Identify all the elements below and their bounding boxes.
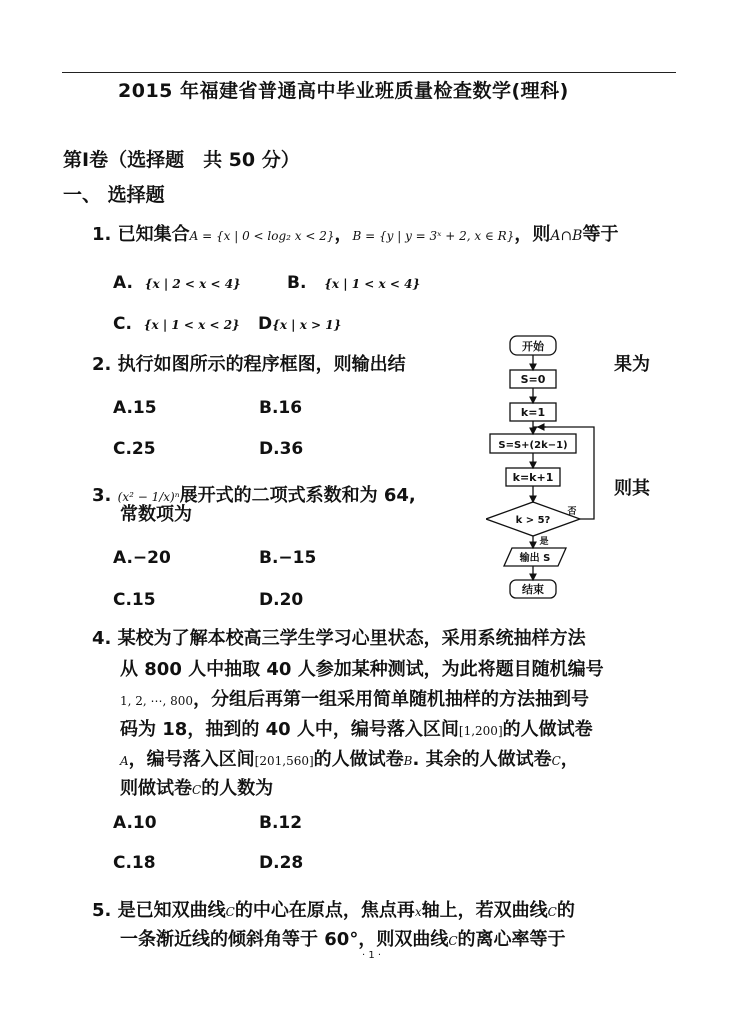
option-value: {x | 2 < x < 4}: [144, 277, 241, 291]
interval-expr: [1,200]: [458, 724, 503, 738]
question-text: ，则: [514, 224, 551, 245]
option-label: D: [258, 314, 273, 334]
numbering-expr: 1, 2, ⋯, 800: [120, 694, 194, 708]
question-text: 的人做试卷: [502, 719, 593, 740]
question-4: [92, 624, 586, 650]
question-text: 的中心在原点，焦点再: [234, 900, 415, 921]
option-value: {x | x > 1}: [272, 318, 342, 332]
question-5-line2: [120, 925, 566, 951]
question-text: ，编号落入区间: [128, 749, 255, 770]
question-text: 的人数为: [201, 778, 274, 799]
section-heading: 一、 选择题: [63, 184, 165, 206]
q3-option-c: C.15: [113, 590, 156, 610]
q1-option-a: [113, 273, 241, 293]
variable: C: [225, 905, 235, 919]
question-number: 4.: [92, 628, 112, 649]
variable: C: [448, 934, 458, 948]
question-number: 5.: [92, 900, 112, 921]
question-2-continued: 果为: [614, 354, 650, 375]
update-s-label: S=S+(2k−1): [498, 440, 568, 451]
question-3-continued: 则其: [614, 478, 650, 499]
set-a-expr: A = {x | 0 < log₂ x < 2}: [189, 229, 335, 243]
q4-option-b: B.12: [259, 813, 303, 833]
question-text: ，: [560, 749, 579, 770]
question-number: 1.: [92, 224, 112, 245]
question-text: 的人做试卷: [313, 749, 404, 770]
intersection-expr: A∩B: [550, 228, 583, 244]
top-rule: [62, 72, 676, 73]
question-text: 码为 18，抽到的 40 人中，编号落入区间: [120, 719, 459, 740]
option-value: {x | 1 < x < 2}: [143, 318, 240, 332]
question-4-line2: 从 800 人中抽取 40 人参加某种测试，为此将题目随机编号: [120, 659, 604, 680]
question-5: [92, 896, 575, 922]
variable: A: [120, 754, 129, 768]
question-2: [92, 350, 406, 376]
q1-option-b: [287, 273, 420, 293]
question-text: 已知集合: [117, 224, 190, 245]
end-label: 结束: [522, 583, 544, 596]
q2-option-b: B.16: [259, 398, 303, 418]
update-k-label: k=k+1: [512, 471, 554, 484]
start-label: 开始: [522, 340, 544, 353]
q1-option-d: [258, 314, 341, 334]
question-4-line5: [120, 745, 579, 771]
interval-expr: [201,560]: [254, 754, 314, 768]
set-b-expr: B = {y | y = 3ˣ + 2, x ∈ R}: [352, 229, 515, 243]
variable: C: [547, 905, 557, 919]
variable: C: [551, 754, 561, 768]
option-label: C.: [113, 314, 132, 334]
question-text: 则做试卷: [120, 778, 192, 799]
variable: x: [414, 905, 422, 919]
question-text: ，分组后再第一组采用简单随机抽样的方法抽到号: [193, 689, 590, 710]
question-text: . 其余的人做试卷: [412, 749, 552, 770]
variable: C: [192, 783, 202, 797]
part-heading: 第Ⅰ卷（选择题 共 50 分）: [63, 149, 300, 171]
question-3-line2: 常数项为: [120, 504, 192, 525]
question-text: 展开式的二项式系数和为 64,: [179, 485, 416, 506]
question-number: 2.: [92, 354, 112, 375]
program-flowchart: [486, 332, 598, 604]
question-4-line4: [120, 715, 593, 741]
q2-option-a: A.15: [113, 398, 157, 418]
q4-option-a: A.10: [113, 813, 157, 833]
question-4-line6: [120, 774, 273, 800]
question-1: [92, 220, 618, 246]
q4-option-d: D.28: [259, 853, 304, 873]
yes-label: 是: [539, 537, 549, 547]
page-number: · 1 ·: [362, 950, 382, 961]
q3-option-b: B.−15: [259, 548, 317, 568]
output-label: 输出 S: [519, 553, 551, 564]
option-value: {x | 1 < x < 4}: [324, 277, 421, 291]
q3-option-d: D.20: [259, 590, 304, 610]
question-text: 一条渐近线的倾斜角等于 60°，则双曲线: [120, 929, 449, 950]
question-text: 的: [556, 900, 575, 921]
question-text: 某校为了解本校高三学生学习心里状态，采用系统抽样方法: [117, 628, 586, 649]
q1-option-c: [113, 314, 240, 334]
page-title: 2015 年福建省普通高中毕业班质量检查数学(理科): [118, 80, 569, 102]
variable: B: [403, 754, 413, 768]
q2-option-d: D.36: [259, 439, 304, 459]
q4-option-c: C.18: [113, 853, 156, 873]
option-label: A.: [113, 273, 133, 293]
q2-option-c: C.25: [113, 439, 156, 459]
binomial-expr: (x² − 1/x)ⁿ: [117, 490, 180, 504]
question-text: 是已知双曲线: [117, 900, 226, 921]
separator: ，: [334, 224, 353, 245]
init-s-label: S=0: [520, 373, 546, 386]
question-text: 执行如图所示的程序框图，则输出结: [117, 354, 406, 375]
init-k-label: k=1: [520, 406, 546, 419]
question-text: 等于: [582, 224, 619, 245]
condition-label: k > 5?: [515, 515, 551, 526]
no-label: 否: [567, 507, 577, 517]
option-label: B.: [287, 273, 307, 293]
question-number: 3.: [92, 485, 112, 506]
question-text: 轴上，若双曲线: [421, 900, 548, 921]
question-4-line3: [120, 685, 589, 711]
question-text: 的离心率等于: [457, 929, 566, 950]
q3-option-a: A.−20: [113, 548, 171, 568]
